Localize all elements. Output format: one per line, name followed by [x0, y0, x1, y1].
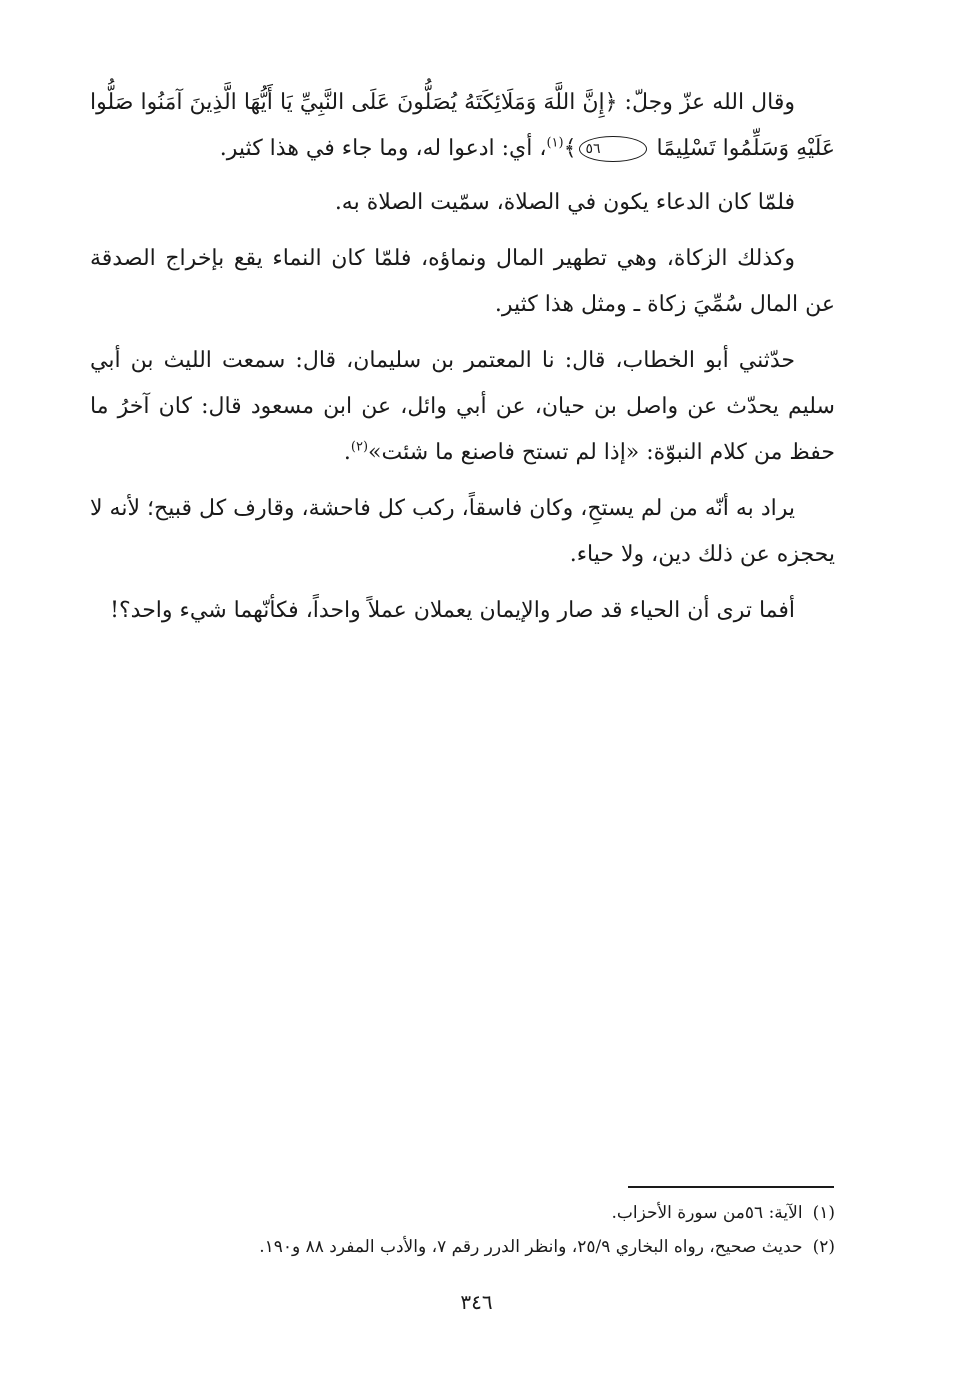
footnote-ref-1[interactable]: (١): [546, 135, 564, 151]
paragraph-explanation: يراد به أنّه من لم يستحِ، وكان فاسقاً، ركب كل فاحشة، وقارف كل قبيح؛ لأنه لا يحجزه عن ذلك دين، ولا حياء.: [90, 496, 835, 567]
footnote-ref-2[interactable]: (٢): [350, 439, 369, 455]
paragraph-conclusion: أفما ترى أن الحياء قد صار والإيمان يعملان عملاً واحداً، فكأنّهما شيء واحد؟!: [110, 598, 795, 623]
verse-close-bracket: ﴾: [563, 136, 577, 161]
footnote-1-mark: (١): [812, 1203, 835, 1223]
footnote-1: [90, 1196, 835, 1230]
footnote-1-text: الآية: ٥٦من سورة الأحزاب.: [611, 1203, 803, 1223]
footnote-2-text: حديث صحيح، رواه البخاري ٢٥/٩، وانظر الدرر رقم ٧، والأدب المفرد ٨٨ و١٩٠.: [259, 1237, 803, 1257]
paragraph-quran-verse: [90, 80, 835, 172]
quran-verse: ﴿إِنَّ اللَّهَ وَمَلَائِكَتَهُ يُصَلُّونَ عَلَى النَّبِيِّ يَا أَيُّهَا الَّذِينَ آمَنُوا صَلُّوا عَلَيْهِ وَسَلِّمُوا تَسْلِيمًا: [90, 90, 835, 161]
footnotes: [90, 1196, 835, 1264]
paragraph-hadith: [90, 338, 835, 476]
hadith-end: .: [343, 440, 351, 465]
page-number: ٣٤٦: [460, 1290, 493, 1314]
verse-intro: وقال الله عزّ وجلّ:: [617, 90, 795, 115]
paragraph-zakat: وكذلك الزكاة، وهي تطهير المال ونماؤه، فلمّا كان النماء يقع بإخراج الصدقة عن المال سُمِّيَ زكاة ـ ومثل هذا كثير.: [90, 246, 835, 317]
footnote-separator: [628, 1186, 834, 1188]
paragraph-prayer: فلمّا كان الدعاء يكون في الصلاة، سمّيت الصلاة به.: [334, 190, 795, 215]
ayah-number-marker: ٥٦: [579, 136, 646, 162]
footnote-2: [90, 1230, 835, 1264]
main-text: [90, 80, 835, 644]
verse-explanation: ، أي: ادعوا له، وما جاء في هذا كثير.: [219, 136, 547, 161]
footnote-2-mark: (٢): [812, 1237, 835, 1257]
hadith-text: حدّثني أبو الخطاب، قال: نا المعتمر بن سليمان، قال: سمعت الليث بن أبي سليم يحدّث عن واصل بن حيان، عن أبي وائل، عن ابن مسعود قال: كان آخرُ ما حفظ من كلام النبوّة: «إذا لم تستح فاصنع ما شئت»: [90, 348, 835, 465]
